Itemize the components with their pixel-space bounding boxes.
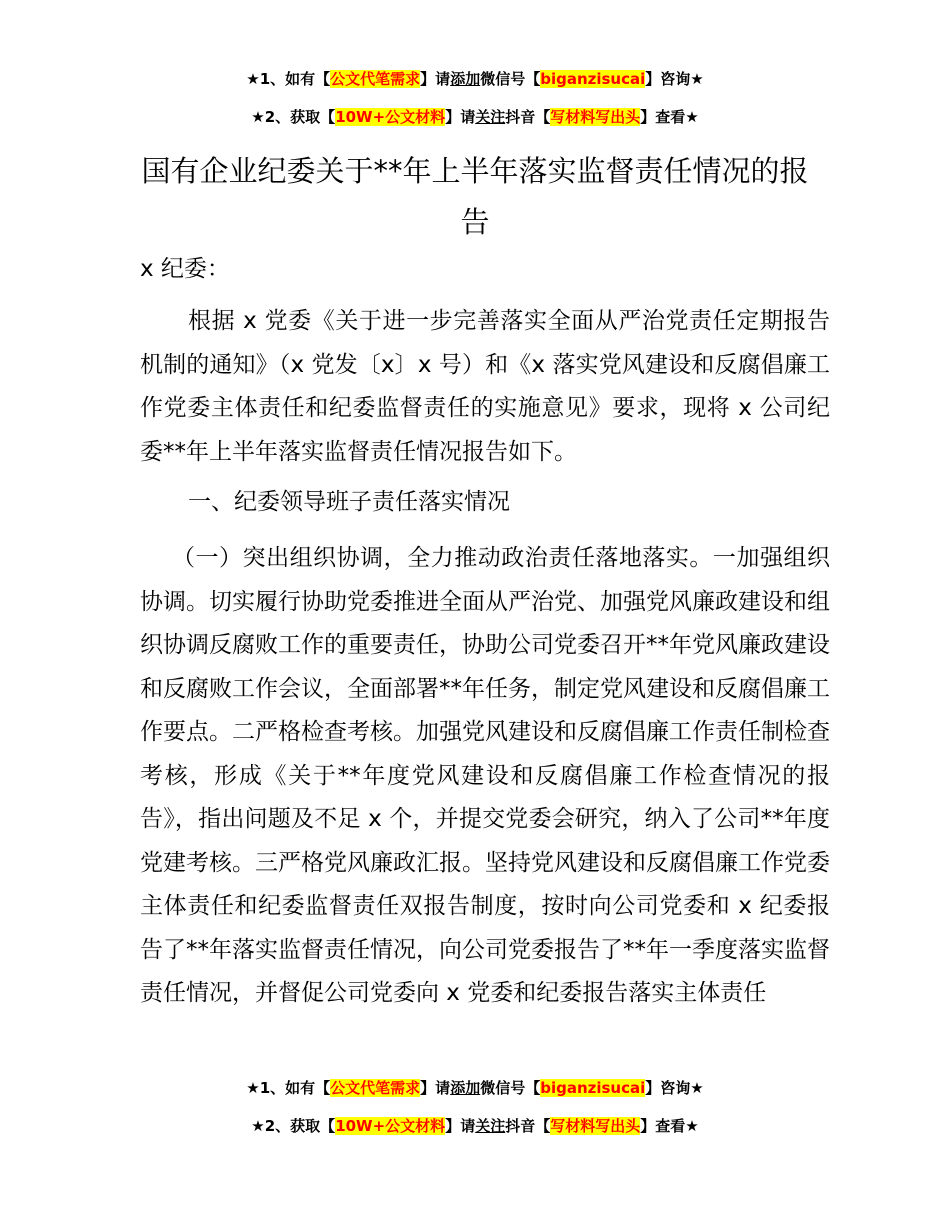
banner-text: 】查看★ <box>640 1117 699 1135</box>
banner-highlight: 公文代笔需求 <box>330 70 421 88</box>
banner-underline: 添加 <box>450 70 481 88</box>
banner-text: 】请 <box>445 1117 476 1135</box>
banner-text: 】咨询★ <box>645 1079 704 1097</box>
top-banner-line-1 <box>0 68 950 90</box>
salutation: x 纪委： <box>140 256 230 282</box>
banner-text: ★2、获取【 <box>251 108 336 126</box>
section-heading-1: 一、纪委领导班子责任落实情况 <box>188 489 510 515</box>
banner-highlight: 10W+公文材料 <box>335 1117 446 1135</box>
banner-wechat-id: biganzisucai <box>540 1079 646 1097</box>
banner-text: 】咨询★ <box>645 70 704 88</box>
banner-text: ★1、如有【 <box>246 1079 331 1097</box>
banner-highlight: 公文代笔需求 <box>330 1079 421 1097</box>
banner-text: 】查看★ <box>640 108 699 126</box>
banner-douyin-id: 写材料写出头 <box>550 108 641 126</box>
banner-underline: 关注 <box>475 1117 506 1135</box>
banner-text: 】请 <box>445 108 476 126</box>
bottom-banner-line-2 <box>0 1115 950 1137</box>
banner-text: 微信号【 <box>480 70 541 88</box>
banner-highlight: 10W+公文材料 <box>335 108 446 126</box>
banner-wechat-id: biganzisucai <box>540 70 646 88</box>
document-title: 国有企业纪委关于**年上半年落实监督责任情况的报告 <box>141 154 809 239</box>
banner-text: 】请 <box>420 70 451 88</box>
banner-underline: 添加 <box>450 1079 481 1097</box>
banner-douyin-id: 写材料写出头 <box>550 1117 641 1135</box>
paragraph-section-1-1: （一）突出组织协调，全力推动政治责任落地落实。一加强组织协调。切实履行协助党委推进全面从严治党、加强党风廉政建设和组织协调反腐败工作的重要责任，协助公司党委召开**年党风廉政建设和反腐败工作会议，全面部署**年任务，制定党风建设和反腐倡廉工作要点。二严格检查考核。加强党风建设和反腐倡廉工作责任制检查考核，形成《关于**年度党风建设和反腐倡廉工作检查情况的报告》，指出问题及不足 x 个，并提交党委会研究，纳入了公司**年度党建考核。三严格党风廉政汇报。坚持党风建设和反腐倡廉工作党委主体责任和纪委监督责任双报告制度，按时向公司党委和 x 纪委报告了**年落实监督责任情况，向公司党委报告了**年一季度落实监督责任情况，并督促公司党委向 x 党委和纪委报告落实主体责任 <box>140 545 830 1006</box>
top-banner-line-2 <box>0 106 950 128</box>
bottom-banner-line-1 <box>0 1077 950 1099</box>
paragraph-intro: 根据 x 党委《关于进一步完善落实全面从严治党责任定期报告机制的通知》（x 党发〔x〕x 号）和《x 落实党风建设和反腐倡廉工作党委主体责任和纪委监督责任的实施意见》要求，现将 x 公司纪委**年上半年落实监督责任情况报告如下。 <box>140 308 830 465</box>
banner-text: 】请 <box>420 1079 451 1097</box>
banner-text: 微信号【 <box>480 1079 541 1097</box>
banner-text: ★2、获取【 <box>251 1117 336 1135</box>
banner-text: 抖音【 <box>505 1117 551 1135</box>
banner-text: ★1、如有【 <box>246 70 331 88</box>
banner-underline: 关注 <box>475 108 506 126</box>
banner-text: 抖音【 <box>505 108 551 126</box>
